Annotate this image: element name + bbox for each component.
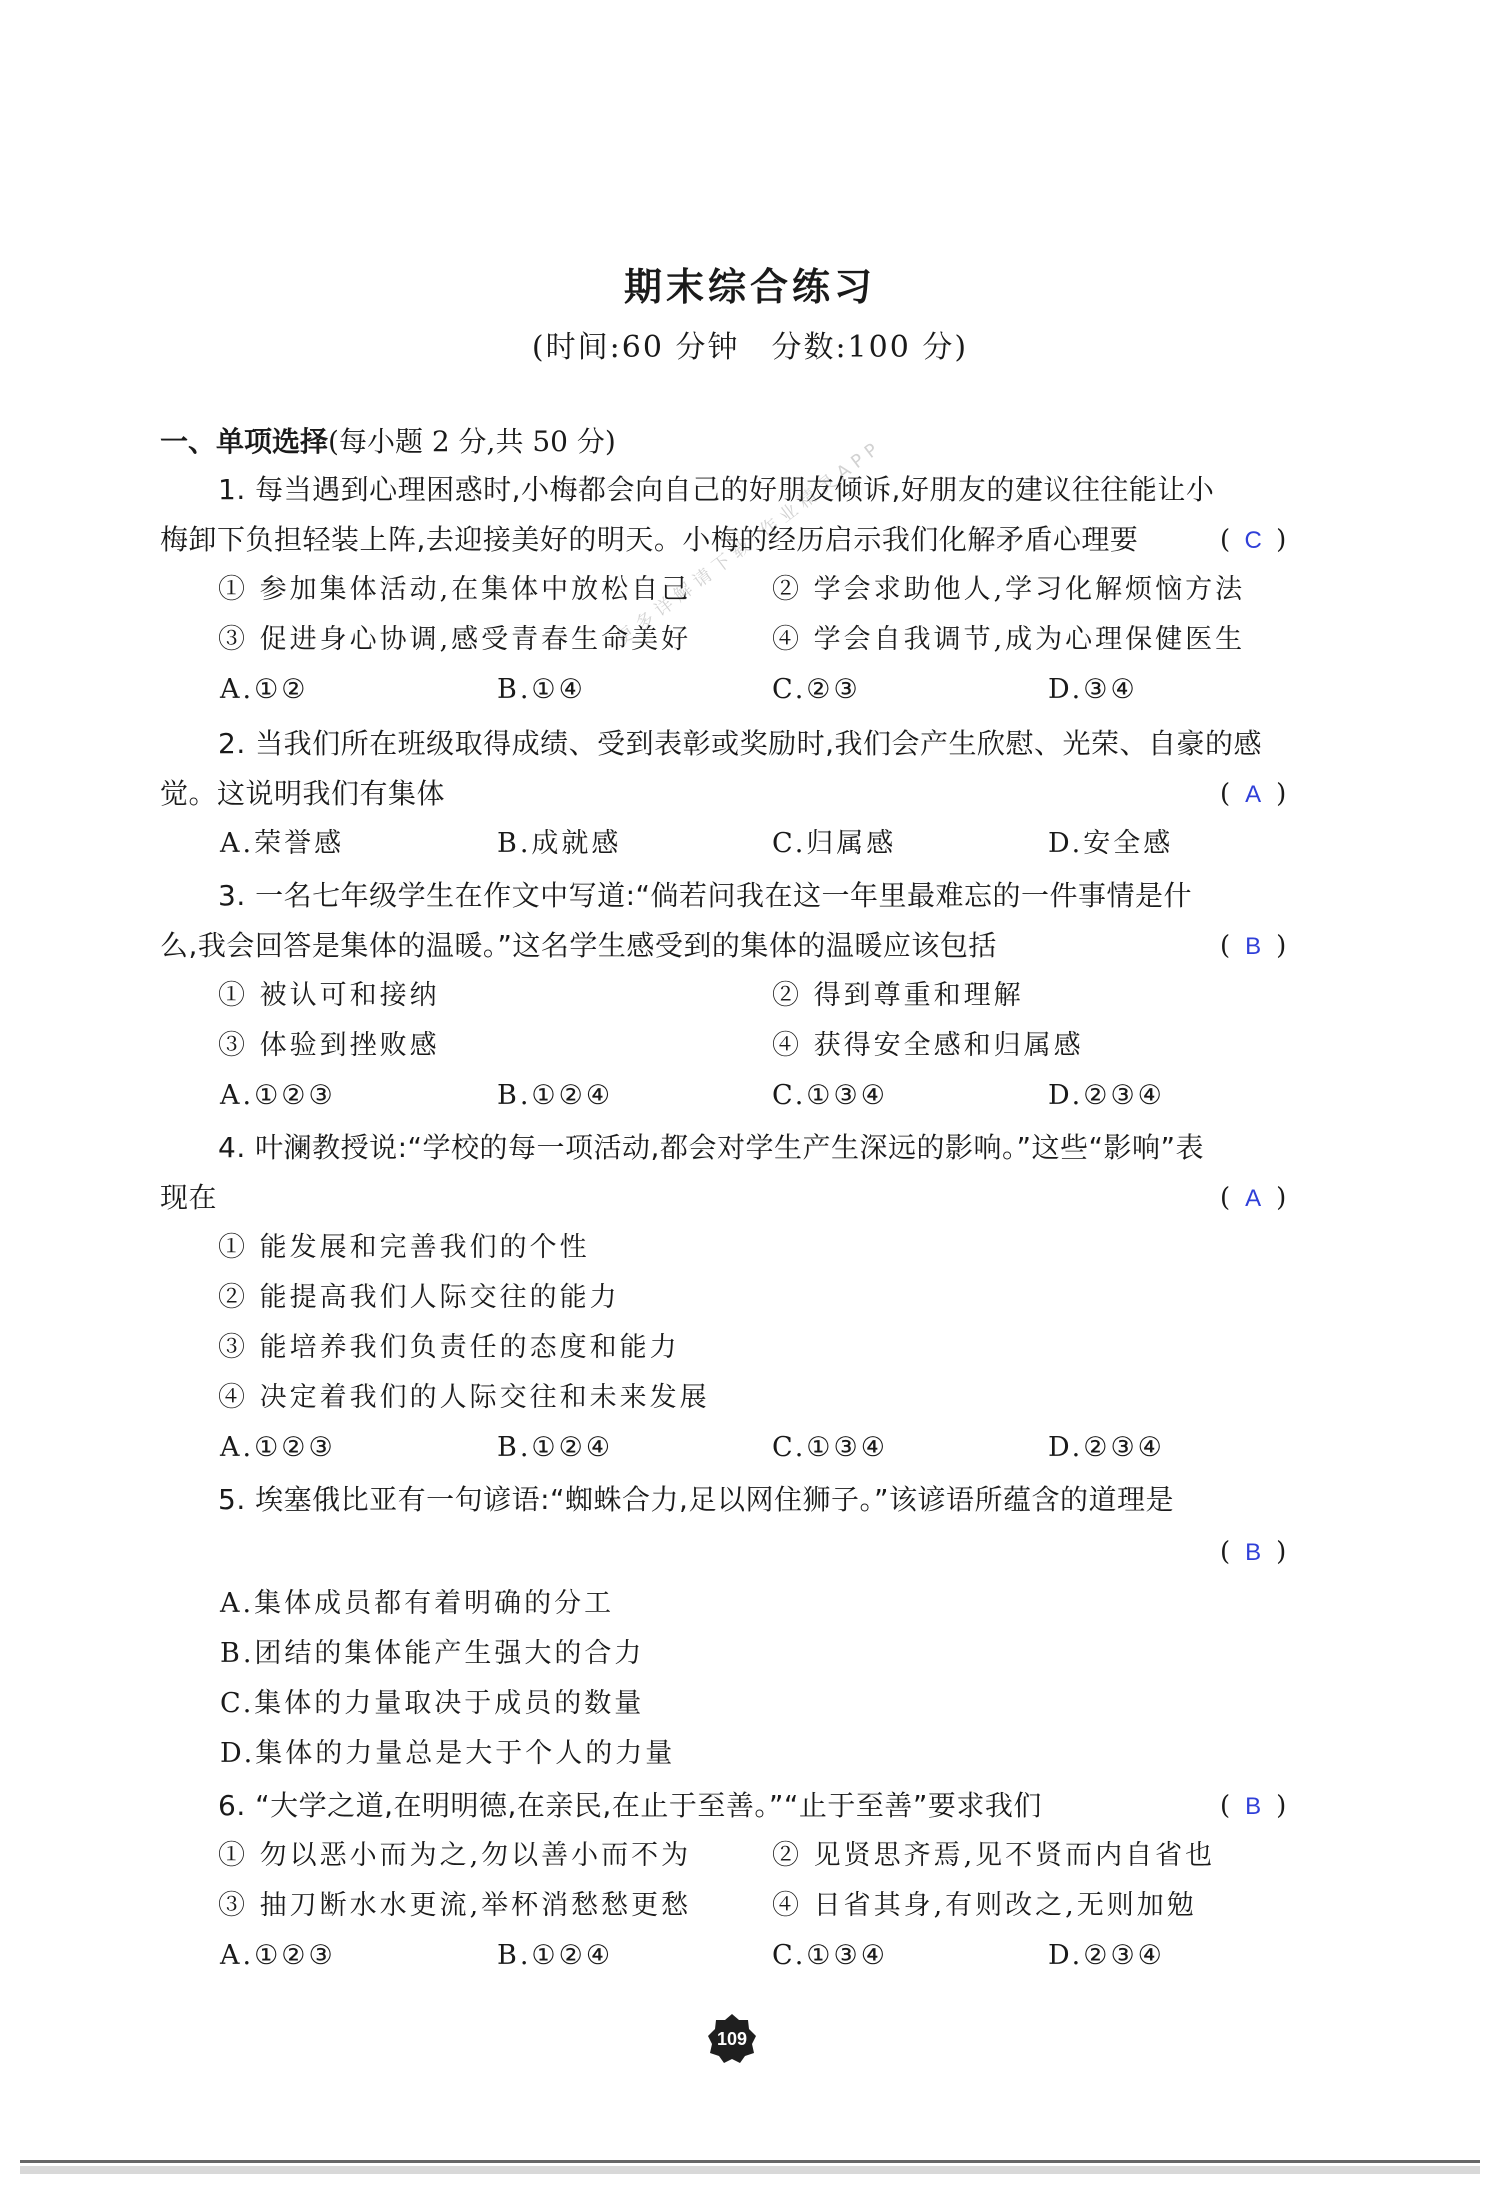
question-3-item-3: ③ 体验到挫败感 bbox=[218, 1030, 440, 1061]
question-2-stem-line-2: 觉。这说明我们有集体 bbox=[160, 777, 446, 810]
question-4-stem-line-1: 4. 叶澜教授说:“学校的每一项活动,都会对学生产生深远的影响。”这些“影响”表 bbox=[218, 1131, 1204, 1164]
question-1-answer: ( C ) bbox=[1220, 520, 1286, 561]
question-2-choice-a: A.荣誉感 bbox=[220, 828, 345, 859]
question-3-answer: ( B ) bbox=[1220, 926, 1286, 967]
section-note: (每小题 2 分,共 50 分) bbox=[328, 425, 616, 458]
question-6-item-2: ② 见贤思齐焉,见不贤而内自省也 bbox=[772, 1840, 1216, 1871]
page-subtitle: (时间:60 分钟 分数:100 分) bbox=[531, 330, 969, 365]
question-2-stem-line-1: 2. 当我们所在班级取得成绩、受到表彰或奖励时,我们会产生欣慰、光荣、自豪的感 bbox=[218, 727, 1263, 760]
question-3-choice-a: A.①②③ bbox=[220, 1080, 336, 1111]
question-2-choice-c: C.归属感 bbox=[772, 828, 897, 859]
page-number-badge bbox=[705, 2012, 759, 2066]
question-1-item-4: ④ 学会自我调节,成为心理保健医生 bbox=[772, 624, 1246, 655]
question-1-item-1: ① 参加集体活动,在集体中放松自己 bbox=[218, 574, 692, 605]
question-6-choice-c: C.①③④ bbox=[772, 1940, 888, 1971]
question-4-answer: ( A ) bbox=[1220, 1178, 1286, 1219]
question-4-choice-a: A.①②③ bbox=[220, 1432, 336, 1463]
question-3-item-4: ④ 获得安全感和归属感 bbox=[772, 1030, 1084, 1061]
question-5-option-c: C.集体的力量取决于成员的数量 bbox=[220, 1688, 645, 1719]
question-1-choice-b: B.①④ bbox=[497, 674, 586, 705]
question-5-option-d: D.集体的力量总是大于个人的力量 bbox=[220, 1738, 676, 1769]
bottom-rule-shadow bbox=[20, 2166, 1480, 2174]
question-4-stem-line-2: 现在 bbox=[160, 1181, 218, 1214]
question-3-stem-line-2: 么,我会回答是集体的温暖。”这名学生感受到的集体的温暖应该包括 bbox=[160, 929, 997, 962]
question-6-item-1: ① 勿以恶小而为之,勿以善小而不为 bbox=[218, 1840, 692, 1871]
question-2-choice-d: D.安全感 bbox=[1048, 828, 1174, 859]
page-title: 期末综合练习 bbox=[623, 265, 876, 309]
question-1-item-3: ③ 促进身心协调,感受青春生命美好 bbox=[218, 624, 692, 655]
question-2-answer: ( A ) bbox=[1220, 774, 1286, 815]
question-4-choice-d: D.②③④ bbox=[1048, 1432, 1165, 1463]
question-1-stem-line-1: 1. 每当遇到心理困惑时,小梅都会向自己的好朋友倾诉,好朋友的建议往往能让小 bbox=[218, 473, 1215, 506]
question-1-choice-a: A.①② bbox=[220, 674, 309, 705]
question-3-stem-line-1: 3. 一名七年级学生在作文中写道:“倘若问我在这一年里最难忘的一件事情是什 bbox=[218, 879, 1193, 912]
question-3-item-2: ② 得到尊重和理解 bbox=[772, 980, 1024, 1011]
question-6-answer: ( B ) bbox=[1220, 1786, 1286, 1827]
question-6-choice-b: B.①②④ bbox=[497, 1940, 614, 1971]
question-6-stem-line-1: 6. “大学之道,在明明德,在亲民,在止于至善。”“止于至善”要求我们 bbox=[218, 1789, 1042, 1822]
answer-letter: A bbox=[1245, 1185, 1262, 1212]
answer-letter: B bbox=[1245, 1793, 1262, 1820]
question-3-item-1: ① 被认可和接纳 bbox=[218, 980, 440, 1011]
answer-letter: B bbox=[1245, 1539, 1262, 1566]
question-4-item-1: ① 能发展和完善我们的个性 bbox=[218, 1232, 590, 1263]
question-1-item-2: ② 学会求助他人,学习化解烦恼方法 bbox=[772, 574, 1246, 605]
question-1-choice-d: D.③④ bbox=[1048, 674, 1138, 705]
question-4-choice-b: B.①②④ bbox=[497, 1432, 614, 1463]
question-5-option-a: A.集体成员都有着明确的分工 bbox=[220, 1588, 615, 1619]
question-5-option-b: B.团结的集体能产生强大的合力 bbox=[220, 1638, 645, 1669]
question-4-choice-c: C.①③④ bbox=[772, 1432, 888, 1463]
question-6-item-3: ③ 抽刀断水水更流,举杯消愁愁更愁 bbox=[218, 1890, 692, 1921]
question-1-stem-line-2: 梅卸下负担轻装上阵,去迎接美好的明天。小梅的经历启示我们化解矛盾心理要 bbox=[160, 523, 1139, 556]
answer-letter: A bbox=[1245, 781, 1262, 808]
question-3-choice-c: C.①③④ bbox=[772, 1080, 888, 1111]
question-6-choice-d: D.②③④ bbox=[1048, 1940, 1165, 1971]
question-2-choice-b: B.成就感 bbox=[497, 828, 622, 859]
question-3-choice-b: B.①②④ bbox=[497, 1080, 614, 1111]
question-5-answer: ( B ) bbox=[1220, 1532, 1286, 1573]
question-4-item-2: ② 能提高我们人际交往的能力 bbox=[218, 1282, 620, 1313]
question-4-item-3: ③ 能培养我们负责任的态度和能力 bbox=[218, 1332, 680, 1363]
question-5-stem-line-1: 5. 埃塞俄比亚有一句谚语:“蜘蛛合力,足以网住狮子。”该谚语所蕴含的道理是 bbox=[218, 1483, 1174, 1516]
question-6-item-4: ④ 日省其身,有则改之,无则加勉 bbox=[772, 1890, 1197, 1921]
answer-letter: B bbox=[1245, 933, 1262, 960]
bottom-rule bbox=[20, 2160, 1480, 2163]
section-heading bbox=[160, 420, 616, 460]
question-1-choice-c: C.②③ bbox=[772, 674, 861, 705]
question-6-choice-a: A.①②③ bbox=[220, 1940, 336, 1971]
question-4-item-4: ④ 决定着我们的人际交往和未来发展 bbox=[218, 1382, 710, 1413]
section-title: 一、单项选择 bbox=[160, 425, 329, 458]
question-3-choice-d: D.②③④ bbox=[1048, 1080, 1165, 1111]
answer-letter: C bbox=[1244, 527, 1262, 554]
page-number: 109 bbox=[716, 2029, 748, 2049]
watermark: 更多详解请下载 作业精灵APP bbox=[612, 435, 887, 650]
